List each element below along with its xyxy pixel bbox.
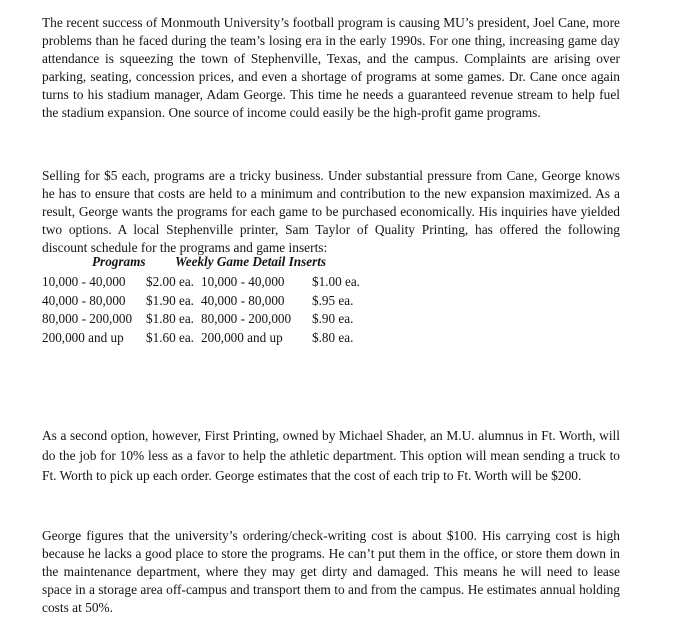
paragraph-costs: George figures that the university’s ordering/check-writing cost is about $100. His carrying cost is high because he lacks a good place to store the programs. He can’t put them in the office, or store them down in the maintenance department, where they may get dirty and damaged. This means he will need to lease space in a storage area off-campus and transport them to and from the campus. He estimates annual holding costs at 50%. — [42, 528, 620, 615]
programs-range: 200,000 and up — [42, 329, 124, 345]
paragraph-second-option: As a second option, however, First Printing, owned by Michael Shader, an M.U. alumnus in Ft. Worth, will do the job for 10% less as a favor to help the athletic department. This option will mean sending a truck to Ft. Worth to pick up each order. George estimates that the cost of each trip to Ft. Worth will be $200. — [42, 428, 620, 483]
programs-price: $1.80 ea. — [146, 311, 194, 327]
programs-range: 80,000 - 200,000 — [42, 311, 133, 327]
inserts-range: 10,000 - 40,000 — [201, 274, 285, 289]
programs-price: $1.60 ea. — [146, 329, 194, 345]
inserts-price: $.95 ea. — [312, 292, 354, 308]
inserts-range: 200,000 and up — [201, 329, 283, 345]
inserts-range: 40,000 - 80,000 — [201, 292, 285, 308]
programs-price: $2.00 ea. — [146, 274, 194, 289]
inserts-price: $1.00 ea. — [312, 274, 360, 289]
inserts-price: $.90 ea. — [312, 311, 354, 327]
inserts-price: $.80 ea. — [312, 329, 354, 345]
inserts-range: 80,000 - 200,000 — [201, 311, 292, 327]
programs-range: 40,000 - 80,000 — [42, 292, 126, 308]
header-inserts: Weekly Game Detail Inserts — [175, 254, 327, 269]
paragraph-programs-pricing: Selling for $5 each, programs are a tricky business. Under substantial pressure from Cane, George knows he has to ensure that costs are held to a minimum and contribution to the new expansion maximized. As a result, George wants the programs for each game to be purchased economically. His inquiries have yielded two options. A local Stephenville printer, Sam Taylor of Quality Printing, has offered the following discount schedule for the programs and game inserts: — [42, 168, 620, 255]
paragraph-intro: The recent success of Monmouth University’s football program is causing MU’s president, Joel Cane, more problems than he faced during the team’s losing era in the early 1990s. For one thing, increasing game day attendance is squeezing the town of Stephenville, Texas, and the campus. Complaints are arising over parking, seating, concession prices, and even a shortage of programs at some games. Dr. Cane once again turns to his stadium manager, Adam George. This time he needs a guaranteed revenue stream to help fuel the stadium expansion. One source of income could easily be the high-profit game programs. — [42, 15, 620, 120]
programs-range: 10,000 - 40,000 — [42, 274, 126, 289]
programs-price: $1.90 ea. — [146, 292, 194, 308]
header-programs: Programs — [92, 254, 146, 269]
